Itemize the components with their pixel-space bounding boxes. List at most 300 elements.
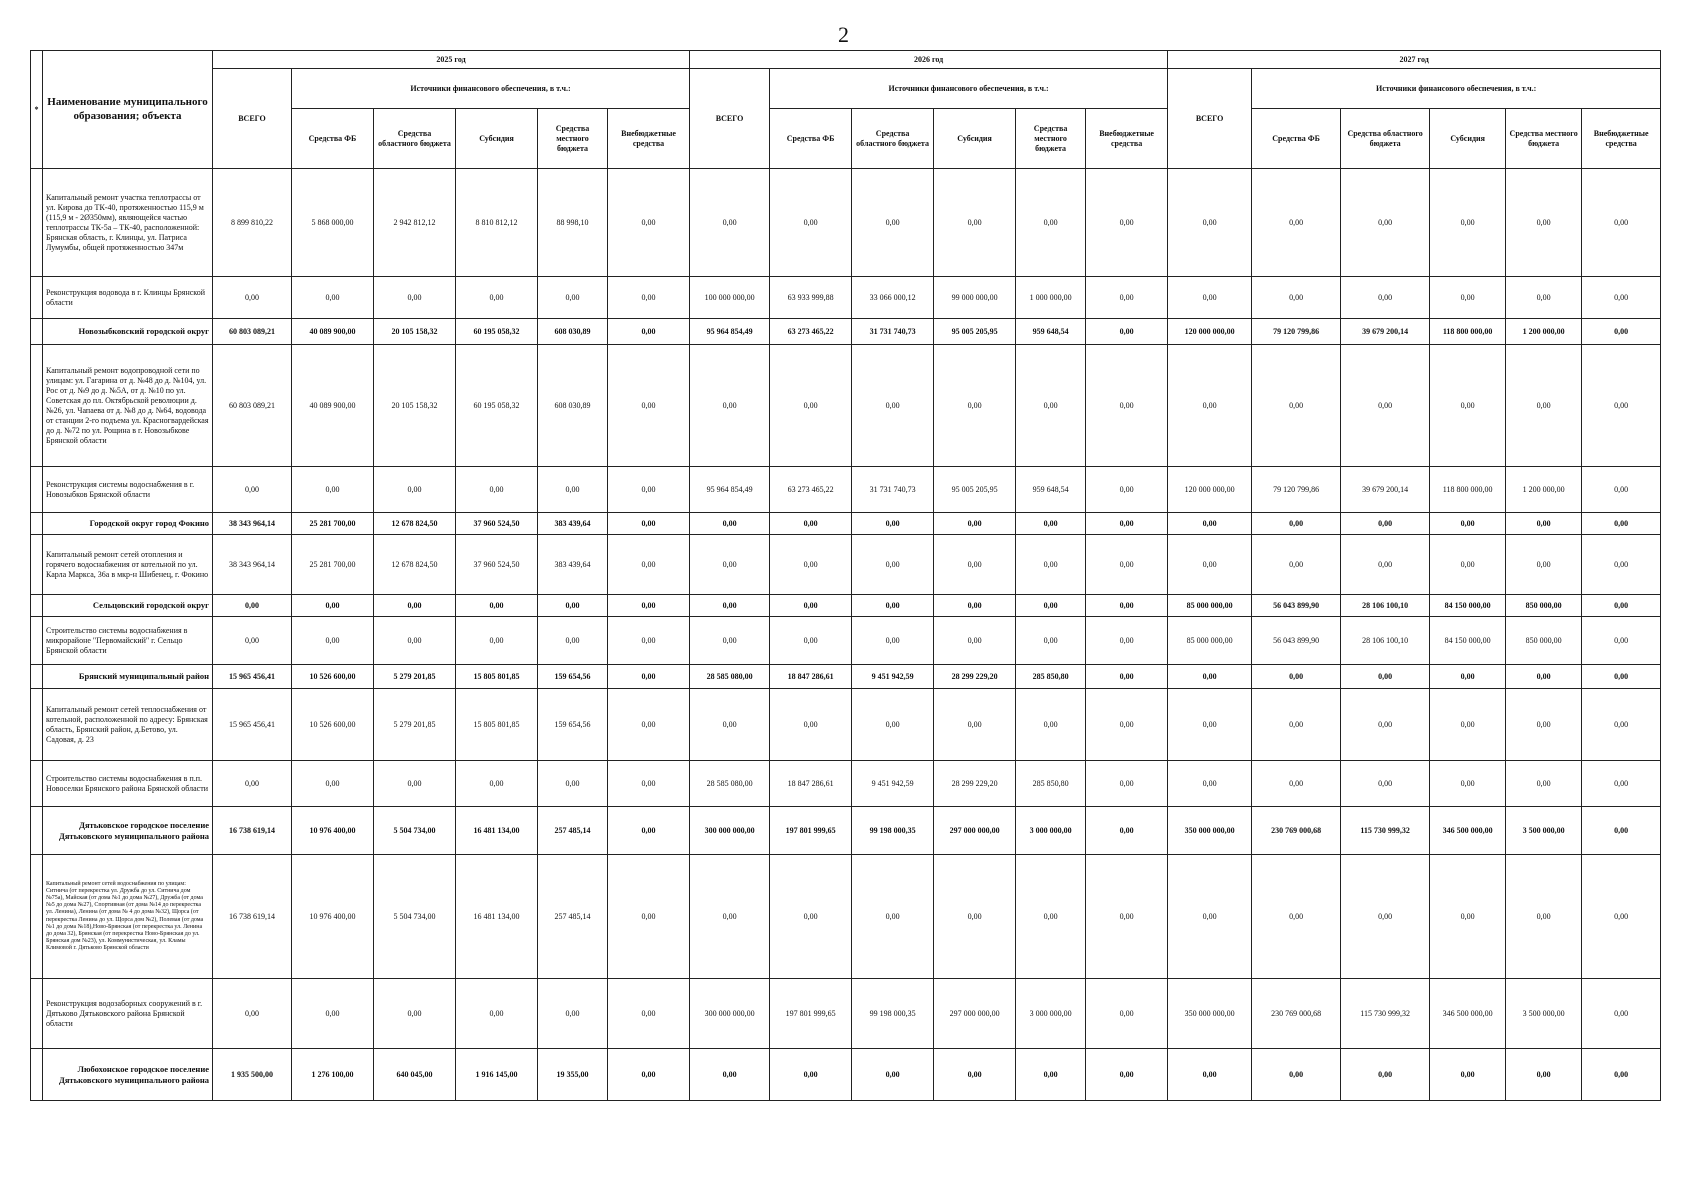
value-cell: 0,00 — [608, 535, 690, 595]
value-cell: 0,00 — [1168, 761, 1252, 807]
value-cell: 0,00 — [1086, 761, 1168, 807]
row-index-cell — [31, 277, 43, 319]
value-cell: 28 106 100,10 — [1341, 595, 1430, 617]
value-cell: 0,00 — [1430, 169, 1506, 277]
municipality-row — [31, 513, 1661, 535]
value-cell: 0,00 — [1506, 513, 1582, 535]
value-cell: 0,00 — [1582, 467, 1661, 513]
row-index-cell — [31, 665, 43, 689]
value-cell: 0,00 — [608, 595, 690, 617]
value-cell: 5 504 734,00 — [374, 807, 456, 855]
value-cell: 0,00 — [1252, 169, 1341, 277]
value-cell: 0,00 — [1582, 761, 1661, 807]
value-cell: 0,00 — [934, 617, 1016, 665]
value-cell: 230 769 000,68 — [1252, 979, 1341, 1049]
value-cell: 0,00 — [934, 855, 1016, 979]
value-cell: 608 030,89 — [538, 345, 608, 467]
municipality-row — [31, 1049, 1661, 1101]
value-cell: 0,00 — [1582, 665, 1661, 689]
row-index-cell — [31, 345, 43, 467]
value-cell: 79 120 799,86 — [1252, 467, 1341, 513]
value-cell: 0,00 — [1016, 855, 1086, 979]
value-cell: 0,00 — [456, 277, 538, 319]
value-cell: 0,00 — [1582, 169, 1661, 277]
value-cell: 0,00 — [1016, 595, 1086, 617]
value-cell: 0,00 — [852, 1049, 934, 1101]
row-name-cell: Строительство системы водоснабжения в микрорайоне "Первомайский" г. Сельцо Брянской области — [43, 617, 213, 665]
value-cell: 16 481 134,00 — [456, 855, 538, 979]
value-cell: 10 976 400,00 — [292, 855, 374, 979]
value-cell: 0,00 — [608, 467, 690, 513]
value-cell: 0,00 — [934, 513, 1016, 535]
row-index-cell — [31, 513, 43, 535]
value-cell: 79 120 799,86 — [1252, 319, 1341, 345]
row-index-cell — [31, 169, 43, 277]
row-name-cell: Сельцовский городской округ — [43, 595, 213, 617]
object-row — [31, 617, 1661, 665]
value-cell: 15 805 801,85 — [456, 689, 538, 761]
value-cell: 0,00 — [608, 513, 690, 535]
value-cell: 0,00 — [213, 979, 292, 1049]
value-cell: 0,00 — [852, 169, 934, 277]
sources-header-2025: Источники финансового обеспечения, в т.ч.: — [292, 69, 690, 109]
source-subheader: Субсидия — [1430, 109, 1506, 169]
value-cell: 0,00 — [1506, 761, 1582, 807]
value-cell: 346 500 000,00 — [1430, 979, 1506, 1049]
value-cell: 28 299 229,20 — [934, 665, 1016, 689]
table-body — [31, 169, 1661, 1101]
municipality-row — [31, 807, 1661, 855]
object-row — [31, 535, 1661, 595]
value-cell: 0,00 — [608, 689, 690, 761]
value-cell: 959 648,54 — [1016, 319, 1086, 345]
source-subheader: Средства местного бюджета — [1016, 109, 1086, 169]
value-cell: 10 976 400,00 — [292, 807, 374, 855]
value-cell: 28 299 229,20 — [934, 761, 1016, 807]
value-cell: 0,00 — [374, 617, 456, 665]
sources-header-2027: Источники финансового обеспечения, в т.ч.: — [1252, 69, 1661, 109]
value-cell: 0,00 — [374, 467, 456, 513]
value-cell: 0,00 — [852, 617, 934, 665]
value-cell: 85 000 000,00 — [1168, 595, 1252, 617]
value-cell: 0,00 — [1341, 277, 1430, 319]
row-index-cell — [31, 807, 43, 855]
value-cell: 0,00 — [213, 277, 292, 319]
value-cell: 0,00 — [1430, 761, 1506, 807]
value-cell: 0,00 — [1086, 345, 1168, 467]
row-name-cell: Капитальный ремонт водопроводной сети по улицам: ул. Гагарина от д. №48 до д. №104, ул. Рос от д. №9 до д. №5А, от д. №10 по ул. Советская до пл. Октябрьской революции д. №26, ул. Чапаева от д. №8 до д. №64, водовода от станции 2-го подъема ул. Красногвардейская до д. №72 по ул. Рощина в г. Новозыбкове Брянской области — [43, 345, 213, 467]
value-cell: 0,00 — [1582, 535, 1661, 595]
value-cell: 300 000 000,00 — [690, 979, 770, 1049]
value-cell: 0,00 — [538, 595, 608, 617]
value-cell: 0,00 — [1506, 277, 1582, 319]
value-cell: 0,00 — [1506, 855, 1582, 979]
value-cell: 8 810 812,12 — [456, 169, 538, 277]
value-cell: 297 000 000,00 — [934, 807, 1016, 855]
value-cell: 0,00 — [1582, 689, 1661, 761]
value-cell: 0,00 — [456, 617, 538, 665]
value-cell: 15 965 456,41 — [213, 665, 292, 689]
value-cell: 0,00 — [934, 689, 1016, 761]
value-cell: 0,00 — [1168, 345, 1252, 467]
value-cell: 60 195 058,32 — [456, 319, 538, 345]
value-cell: 197 801 999,65 — [770, 807, 852, 855]
value-cell: 0,00 — [1016, 535, 1086, 595]
value-cell: 0,00 — [1168, 535, 1252, 595]
value-cell: 0,00 — [374, 761, 456, 807]
value-cell: 0,00 — [1252, 855, 1341, 979]
value-cell: 0,00 — [690, 345, 770, 467]
row-name-cell: Городской округ город Фокино — [43, 513, 213, 535]
value-cell: 60 803 089,21 — [213, 345, 292, 467]
source-subheader: Внебюджетные средства — [1086, 109, 1168, 169]
row-name-cell: Капитальный ремонт сетей отопления и горячего водоснабжения от котельной по ул. Карла Маркса, 36а в мкр-н Шибенец, г. Фокино — [43, 535, 213, 595]
value-cell: 0,00 — [213, 467, 292, 513]
value-cell: 100 000 000,00 — [690, 277, 770, 319]
value-cell: 0,00 — [934, 1049, 1016, 1101]
municipality-row — [31, 595, 1661, 617]
value-cell: 15 805 801,85 — [456, 665, 538, 689]
value-cell: 350 000 000,00 — [1168, 979, 1252, 1049]
value-cell: 16 738 619,14 — [213, 807, 292, 855]
value-cell: 0,00 — [770, 345, 852, 467]
row-name-cell: Новозыбковский городской округ — [43, 319, 213, 345]
name-column-header: Наименование муниципального образования; объекта — [43, 51, 213, 169]
value-cell: 120 000 000,00 — [1168, 467, 1252, 513]
value-cell: 0,00 — [213, 761, 292, 807]
value-cell: 0,00 — [690, 169, 770, 277]
value-cell: 850 000,00 — [1506, 595, 1582, 617]
value-cell: 197 801 999,65 — [770, 979, 852, 1049]
value-cell: 3 000 000,00 — [1016, 979, 1086, 1049]
value-cell: 1 200 000,00 — [1506, 467, 1582, 513]
value-cell: 40 089 900,00 — [292, 319, 374, 345]
value-cell: 0,00 — [1582, 1049, 1661, 1101]
value-cell: 5 868 000,00 — [292, 169, 374, 277]
value-cell: 0,00 — [1086, 319, 1168, 345]
financing-table-sheet — [30, 50, 1660, 1101]
financing-table — [30, 50, 1661, 1101]
page-number: 2 — [838, 22, 849, 47]
row-name-cell: Реконструкция системы водоснабжения в г. Новозыбков Брянской области — [43, 467, 213, 513]
value-cell: 0,00 — [1252, 513, 1341, 535]
row-name-cell: Капитальный ремонт сетей теплоснабжения от котельной, расположенной по адресу: Брянская область, Брянский район, д.Бетово, ул. Садовая, д. 23 — [43, 689, 213, 761]
value-cell: 0,00 — [852, 689, 934, 761]
value-cell: 0,00 — [538, 979, 608, 1049]
value-cell: 0,00 — [1252, 535, 1341, 595]
object-row — [31, 169, 1661, 277]
source-subheader: Субсидия — [456, 109, 538, 169]
value-cell: 0,00 — [1252, 665, 1341, 689]
object-row — [31, 855, 1661, 979]
row-index-cell — [31, 979, 43, 1049]
value-cell: 0,00 — [292, 467, 374, 513]
value-cell: 0,00 — [1168, 855, 1252, 979]
value-cell: 0,00 — [1582, 319, 1661, 345]
value-cell: 0,00 — [852, 535, 934, 595]
index-column-header: * — [31, 51, 43, 169]
value-cell: 0,00 — [770, 855, 852, 979]
source-subheader: Средства местного бюджета — [538, 109, 608, 169]
object-row — [31, 979, 1661, 1049]
value-cell: 0,00 — [213, 617, 292, 665]
object-row — [31, 345, 1661, 467]
value-cell: 9 451 942,59 — [852, 665, 934, 689]
value-cell: 0,00 — [1582, 595, 1661, 617]
value-cell: 60 803 089,21 — [213, 319, 292, 345]
value-cell: 37 960 524,50 — [456, 513, 538, 535]
value-cell: 0,00 — [538, 277, 608, 319]
value-cell: 38 343 964,14 — [213, 535, 292, 595]
value-cell: 40 089 900,00 — [292, 345, 374, 467]
value-cell: 0,00 — [1016, 513, 1086, 535]
value-cell: 383 439,64 — [538, 535, 608, 595]
value-cell: 0,00 — [1016, 689, 1086, 761]
value-cell: 0,00 — [1086, 979, 1168, 1049]
value-cell: 159 654,56 — [538, 689, 608, 761]
value-cell: 0,00 — [1506, 169, 1582, 277]
value-cell: 115 730 999,32 — [1341, 979, 1430, 1049]
value-cell: 608 030,89 — [538, 319, 608, 345]
value-cell: 0,00 — [690, 689, 770, 761]
value-cell: 230 769 000,68 — [1252, 807, 1341, 855]
value-cell: 0,00 — [456, 761, 538, 807]
value-cell: 0,00 — [608, 855, 690, 979]
value-cell: 850 000,00 — [1506, 617, 1582, 665]
value-cell: 0,00 — [1341, 665, 1430, 689]
value-cell: 3 500 000,00 — [1506, 807, 1582, 855]
value-cell: 0,00 — [690, 595, 770, 617]
value-cell: 285 850,80 — [1016, 665, 1086, 689]
value-cell: 0,00 — [1430, 1049, 1506, 1101]
row-name-cell: Реконструкция водовода в г. Клинцы Брянской области — [43, 277, 213, 319]
value-cell: 16 738 619,14 — [213, 855, 292, 979]
value-cell: 0,00 — [1086, 535, 1168, 595]
value-cell: 118 800 000,00 — [1430, 319, 1506, 345]
value-cell: 0,00 — [1430, 345, 1506, 467]
value-cell: 350 000 000,00 — [1168, 807, 1252, 855]
value-cell: 0,00 — [608, 277, 690, 319]
row-index-cell — [31, 617, 43, 665]
value-cell: 0,00 — [1086, 807, 1168, 855]
value-cell: 1 276 100,00 — [292, 1049, 374, 1101]
value-cell: 0,00 — [1341, 761, 1430, 807]
value-cell: 28 106 100,10 — [1341, 617, 1430, 665]
row-index-cell — [31, 319, 43, 345]
value-cell: 0,00 — [852, 595, 934, 617]
value-cell: 10 526 600,00 — [292, 665, 374, 689]
value-cell: 0,00 — [1506, 1049, 1582, 1101]
value-cell: 37 960 524,50 — [456, 535, 538, 595]
value-cell: 0,00 — [1341, 169, 1430, 277]
value-cell: 0,00 — [213, 595, 292, 617]
value-cell: 0,00 — [1086, 617, 1168, 665]
value-cell: 0,00 — [538, 467, 608, 513]
source-subheader: Средства ФБ — [770, 109, 852, 169]
value-cell: 0,00 — [1341, 855, 1430, 979]
value-cell: 0,00 — [1341, 1049, 1430, 1101]
value-cell: 0,00 — [1506, 689, 1582, 761]
value-cell: 0,00 — [1016, 617, 1086, 665]
total-header-2026: ВСЕГО — [690, 69, 770, 169]
value-cell: 0,00 — [1252, 689, 1341, 761]
value-cell: 84 150 000,00 — [1430, 595, 1506, 617]
value-cell: 0,00 — [374, 979, 456, 1049]
value-cell: 12 678 824,50 — [374, 513, 456, 535]
total-header-2027: ВСЕГО — [1168, 69, 1252, 169]
source-subheader: Средства областного бюджета — [1341, 109, 1430, 169]
value-cell: 63 273 465,22 — [770, 319, 852, 345]
value-cell: 0,00 — [1252, 761, 1341, 807]
value-cell: 20 105 158,32 — [374, 319, 456, 345]
value-cell: 297 000 000,00 — [934, 979, 1016, 1049]
value-cell: 0,00 — [1168, 689, 1252, 761]
value-cell: 0,00 — [538, 617, 608, 665]
value-cell: 0,00 — [1016, 345, 1086, 467]
value-cell: 0,00 — [852, 513, 934, 535]
value-cell: 8 899 810,22 — [213, 169, 292, 277]
value-cell: 28 585 080,00 — [690, 665, 770, 689]
value-cell: 0,00 — [608, 345, 690, 467]
value-cell: 0,00 — [1086, 467, 1168, 513]
value-cell: 16 481 134,00 — [456, 807, 538, 855]
value-cell: 0,00 — [1341, 513, 1430, 535]
value-cell: 63 273 465,22 — [770, 467, 852, 513]
value-cell: 0,00 — [292, 595, 374, 617]
value-cell: 0,00 — [1252, 277, 1341, 319]
row-name-cell: Брянский муниципальный район — [43, 665, 213, 689]
row-index-cell — [31, 855, 43, 979]
source-subheader: Внебюджетные средства — [1582, 109, 1661, 169]
value-cell: 0,00 — [1430, 855, 1506, 979]
value-cell: 25 281 700,00 — [292, 513, 374, 535]
value-cell: 115 730 999,32 — [1341, 807, 1430, 855]
source-subheader: Средства областного бюджета — [374, 109, 456, 169]
row-name-cell: Строительство системы водоснабжения в п.п. Новоселки Брянского района Брянской области — [43, 761, 213, 807]
value-cell: 0,00 — [608, 665, 690, 689]
object-row — [31, 761, 1661, 807]
value-cell: 285 850,80 — [1016, 761, 1086, 807]
value-cell: 346 500 000,00 — [1430, 807, 1506, 855]
value-cell: 0,00 — [1341, 689, 1430, 761]
value-cell: 0,00 — [690, 513, 770, 535]
value-cell: 84 150 000,00 — [1430, 617, 1506, 665]
value-cell: 0,00 — [770, 595, 852, 617]
value-cell: 0,00 — [538, 761, 608, 807]
value-cell: 0,00 — [608, 617, 690, 665]
value-cell: 5 504 734,00 — [374, 855, 456, 979]
value-cell: 0,00 — [1086, 169, 1168, 277]
value-cell: 25 281 700,00 — [292, 535, 374, 595]
value-cell: 0,00 — [1168, 513, 1252, 535]
row-name-cell: Реконструкция водозаборных сооружений в г. Дятьково Дятьковского района Брянской области — [43, 979, 213, 1049]
value-cell: 0,00 — [1506, 535, 1582, 595]
row-index-cell — [31, 689, 43, 761]
value-cell: 0,00 — [456, 979, 538, 1049]
row-name-cell: Капитальный ремонт участка теплотрассы от ул. Кирова до ТК-40, протяженностью 115,9 м (115,9 м - 2Ø350мм), являющейся частью теплотрассы ТК-5а – ТК-40, расположенной: Брянская область, г. Клинцы, ул. Патриса Лумумбы, общей протяженностью 347м — [43, 169, 213, 277]
row-name-cell: Любохонское городское поселение Дятьковского муниципального района — [43, 1049, 213, 1101]
value-cell: 1 000 000,00 — [1016, 277, 1086, 319]
value-cell: 18 847 286,61 — [770, 761, 852, 807]
value-cell: 0,00 — [770, 689, 852, 761]
value-cell: 85 000 000,00 — [1168, 617, 1252, 665]
value-cell: 0,00 — [292, 617, 374, 665]
value-cell: 31 731 740,73 — [852, 319, 934, 345]
value-cell: 9 451 942,59 — [852, 761, 934, 807]
value-cell: 959 648,54 — [1016, 467, 1086, 513]
year-2025-header: 2025 год — [213, 51, 690, 69]
value-cell: 0,00 — [374, 595, 456, 617]
value-cell: 0,00 — [934, 535, 1016, 595]
value-cell: 0,00 — [934, 345, 1016, 467]
value-cell: 0,00 — [1430, 277, 1506, 319]
value-cell: 0,00 — [934, 595, 1016, 617]
source-subheader: Субсидия — [934, 109, 1016, 169]
value-cell: 383 439,64 — [538, 513, 608, 535]
value-cell: 0,00 — [1168, 665, 1252, 689]
value-cell: 60 195 058,32 — [456, 345, 538, 467]
value-cell: 0,00 — [608, 761, 690, 807]
value-cell: 0,00 — [292, 979, 374, 1049]
sources-header-2026: Источники финансового обеспечения, в т.ч.: — [770, 69, 1168, 109]
value-cell: 0,00 — [608, 319, 690, 345]
value-cell: 56 043 899,90 — [1252, 617, 1341, 665]
value-cell: 39 679 200,14 — [1341, 467, 1430, 513]
value-cell: 95 964 854,49 — [690, 467, 770, 513]
source-subheader: Средства местного бюджета — [1506, 109, 1582, 169]
value-cell: 0,00 — [1582, 345, 1661, 467]
value-cell: 0,00 — [690, 855, 770, 979]
value-cell: 0,00 — [1016, 169, 1086, 277]
value-cell: 0,00 — [1168, 169, 1252, 277]
value-cell: 38 343 964,14 — [213, 513, 292, 535]
value-cell: 0,00 — [770, 535, 852, 595]
value-cell: 39 679 200,14 — [1341, 319, 1430, 345]
value-cell: 0,00 — [292, 761, 374, 807]
value-cell: 0,00 — [1341, 345, 1430, 467]
value-cell: 1 916 145,00 — [456, 1049, 538, 1101]
value-cell: 0,00 — [690, 617, 770, 665]
value-cell: 0,00 — [934, 169, 1016, 277]
value-cell: 0,00 — [770, 617, 852, 665]
value-cell: 33 066 000,12 — [852, 277, 934, 319]
value-cell: 0,00 — [1506, 345, 1582, 467]
value-cell: 0,00 — [1086, 1049, 1168, 1101]
value-cell: 0,00 — [1086, 855, 1168, 979]
value-cell: 0,00 — [1086, 689, 1168, 761]
value-cell: 63 933 999,88 — [770, 277, 852, 319]
value-cell: 3 500 000,00 — [1506, 979, 1582, 1049]
value-cell: 99 198 000,35 — [852, 807, 934, 855]
value-cell: 159 654,56 — [538, 665, 608, 689]
row-index-cell — [31, 467, 43, 513]
value-cell: 257 485,14 — [538, 855, 608, 979]
value-cell: 0,00 — [374, 277, 456, 319]
row-name-cell: Капитальный ремонт сетей водоснабжения по улицам: Ситнича (от перекрестка ул. Дружба до ул. Ситнича дом №75а), Майская (от дома №1 до дома №27), Дружба (от дома №5 до дома №27), Спортивная (от дома №14 до перекрестка ул. Ленина), Ленина (от дома № 4 до дома №32), Щорса (от перекрестка Ленина до ул. Щорса дом №2), Полевая (от дома №1 до дома №18),Ново-Брянская (от перекрестка ул. Ленина до дома 32), Брянская (от перекрестка Ново-Брянская до ул. Брянская дом №23), ул. Коммунистическая, ул. Кламы Климовой г. Дятьково Брянской области — [43, 855, 213, 979]
value-cell: 0,00 — [1252, 1049, 1341, 1101]
value-cell: 1 200 000,00 — [1506, 319, 1582, 345]
value-cell: 0,00 — [456, 467, 538, 513]
row-index-cell — [31, 1049, 43, 1101]
value-cell: 0,00 — [1430, 689, 1506, 761]
row-index-cell — [31, 761, 43, 807]
value-cell: 0,00 — [1430, 665, 1506, 689]
value-cell: 0,00 — [1086, 595, 1168, 617]
object-row — [31, 689, 1661, 761]
value-cell: 95 005 205,95 — [934, 467, 1016, 513]
value-cell: 0,00 — [770, 513, 852, 535]
source-subheader: Средства ФБ — [1252, 109, 1341, 169]
